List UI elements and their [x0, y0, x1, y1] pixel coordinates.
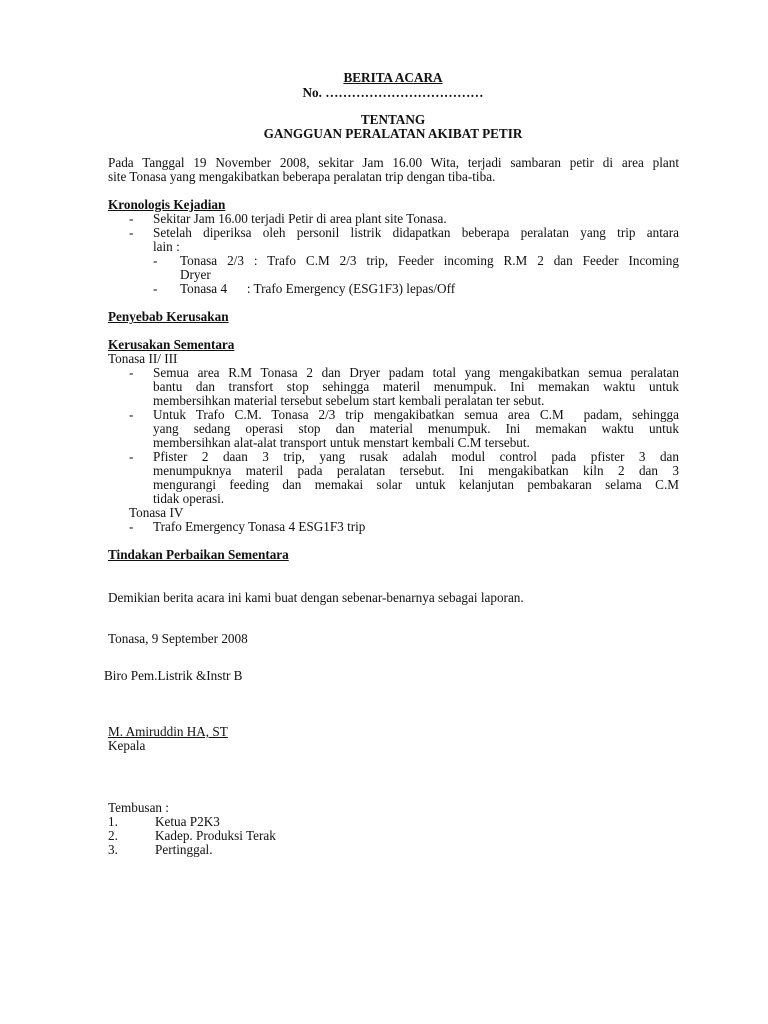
kerusakan-item-3-line-4: tidak operasi.	[153, 491, 225, 506]
kerusakan-item-2-line-2: yang sedang operasi stop dan material menumpuk. Ini memakan waktu untuk	[153, 421, 679, 436]
tembusan-number: 2.	[108, 828, 118, 843]
place-date: Tonasa, 9 September 2008	[108, 631, 248, 646]
kerusakan-item-3-line-2: menumpuknya materil pada peralatan tersebut. Ini mengakibatkan kiln 2 dan 3	[153, 463, 679, 478]
tembusan-item: Kadep. Produksi Terak	[155, 828, 276, 843]
bullet-dash: -	[129, 211, 134, 226]
kerusakan-item-1-line-2: bantu dan transfort stop sehingga materil menumpuk. Ini memakan waktu untuk	[153, 379, 679, 394]
unit-name: Biro Pem.Listrik &Instr B	[104, 668, 243, 683]
closing-statement: Demikian berita acara ini kami buat dengan sebenar-benarnya sebagai laporan.	[108, 590, 524, 605]
tembusan-number: 3.	[108, 842, 118, 857]
kronologis-sub-1-line-2: Dryer	[180, 267, 211, 282]
kronologis-heading: Kronologis Kejadian	[108, 197, 226, 212]
kerusakan-item-1-line-3: membersihkan material tersebut sebelum start kembali peralatan ter sebut.	[153, 393, 545, 408]
tembusan-item: Ketua P2K3	[155, 814, 220, 829]
kronologis-bullet-2-line-2: lain :	[153, 239, 180, 254]
sub-bullet-dash: -	[153, 253, 158, 268]
bullet-dash: -	[129, 449, 134, 464]
tembusan-item: Pertinggal.	[155, 842, 213, 857]
intro-line-2: site Tonasa yang mengakibatkan beberapa peralatan trip dengan tiba-tiba.	[108, 169, 496, 184]
kerusakan-item-1-line-1: Semua area R.M Tonasa 2 dan Dryer padam total yang mengakibatkan semua peralatan	[153, 365, 679, 380]
signatory-name: M. Amiruddin HA, ST	[108, 724, 228, 739]
kronologis-sub-1-line-1: Tonasa 2/3 : Trafo C.M 2/3 trip, Feeder incoming R.M 2 dan Feeder Incoming	[180, 253, 679, 268]
kronologis-bullet-2-line-1: Setelah diperiksa oleh personil listrik didapatkan beberapa peralatan yang trip antara	[153, 225, 679, 240]
kerusakan-item-3-line-1: Pfister 2 daan 3 trip, yang rusak adalah modul control pada pfister 3 dan	[153, 449, 679, 464]
kronologis-bullet-1: Sekitar Jam 16.00 terjadi Petir di area plant site Tonasa.	[153, 211, 447, 226]
bullet-dash: -	[129, 225, 134, 240]
kerusakan-item-4: Trafo Emergency Tonasa 4 ESG1F3 trip	[153, 519, 366, 534]
tindakan-heading: Tindakan Perbaikan Sementara	[108, 547, 289, 562]
document-title: BERITA ACARA	[343, 70, 443, 85]
tembusan-label: Tembusan :	[108, 800, 169, 815]
kerusakan-item-2-line-3: membersihkan alat-alat transport untuk menstart kembali C.M tersebut.	[153, 435, 530, 450]
bullet-dash: -	[129, 519, 134, 534]
tembusan-number: 1.	[108, 814, 118, 829]
sub-bullet-dash: -	[153, 281, 158, 296]
tentang-label: TENTANG	[360, 112, 426, 127]
kerusakan-group-2: Tonasa IV	[129, 505, 184, 520]
kerusakan-heading: Kerusakan Sementara	[108, 337, 235, 352]
kerusakan-group-1: Tonasa II/ III	[108, 351, 178, 366]
kerusakan-item-3-line-3: mengurangi feeding dan memakai solar untuk kelanjutan pembakaran selama C.M	[153, 477, 679, 492]
kerusakan-item-2-line-1: Untuk Trafo C.M. Tonasa 2/3 trip mengakibatkan semua area C.M padam, sehingga	[153, 407, 679, 422]
penyebab-heading: Penyebab Kerusakan	[108, 309, 229, 324]
document-subject: GANGGUAN PERALATAN AKIBAT PETIR	[263, 126, 523, 141]
kronologis-sub-2: Tonasa 4 : Trafo Emergency (ESG1F3) lepas/Off	[180, 281, 456, 296]
document-number: No. ………………………………	[302, 85, 484, 100]
signatory-title: Kepala	[108, 738, 146, 753]
bullet-dash: -	[129, 407, 134, 422]
bullet-dash: -	[129, 365, 134, 380]
intro-line-1: Pada Tanggal 19 November 2008, sekitar Jam 16.00 Wita, terjadi sambaran petir di area plant	[108, 155, 679, 170]
